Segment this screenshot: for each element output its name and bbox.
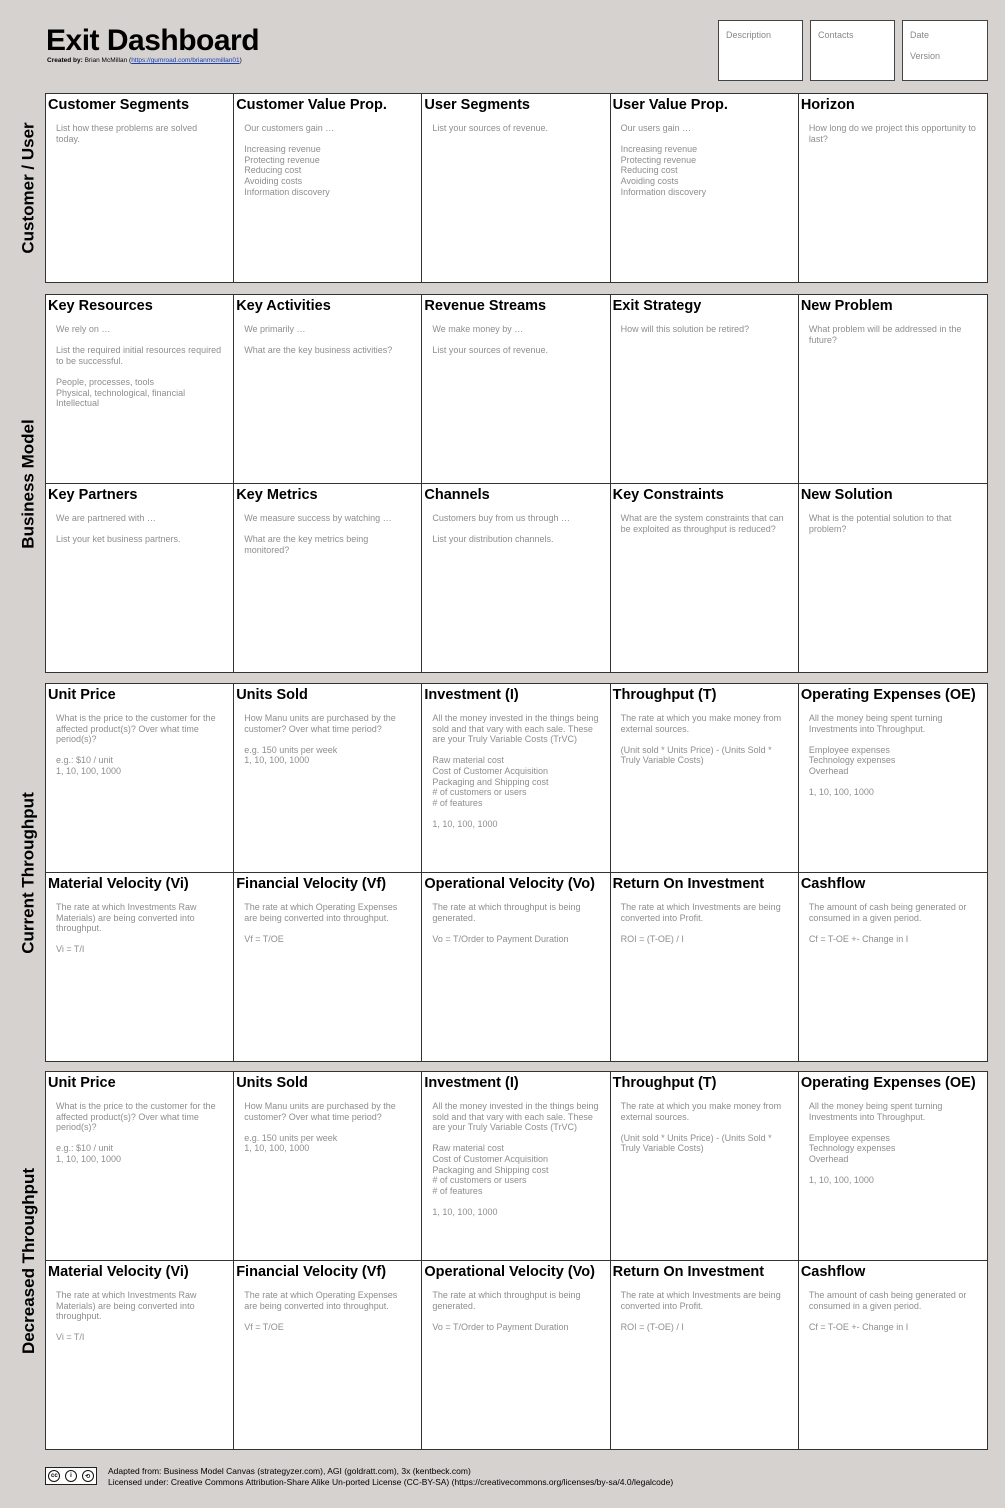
cell-exit-strategy[interactable] bbox=[611, 295, 799, 483]
cell-prompt: What are the system constraints that can be exploited as throughput is reduced? bbox=[620, 513, 784, 534]
section-label-text: Customer / User bbox=[19, 122, 39, 254]
cell-title: Cashflow bbox=[800, 1264, 866, 1280]
cell-title: Throughput (T) bbox=[612, 1075, 717, 1091]
cell-prompt: The rate at which Investments Raw Materials) are being converted into throughput. Vi = T/I bbox=[56, 1290, 197, 1343]
section-label-decreased-throughput bbox=[8, 1071, 50, 1450]
description-box[interactable] bbox=[718, 20, 803, 81]
cell-prompt: We measure success by watching … What are the key metrics being monitored? bbox=[244, 513, 392, 555]
cell-investment-i[interactable] bbox=[422, 1072, 610, 1260]
cell-title: Unit Price bbox=[48, 687, 116, 703]
cell-title: Channels bbox=[424, 487, 490, 503]
cell-units-sold[interactable] bbox=[234, 684, 422, 872]
cell-prompt: All the money invested in the things being sold and that vary with each sale. These are your Truly Variable Costs (TrVC) Raw material cost Cost of Customer Acquisition Packaging and Shipping cost # of customers or users # of features 1, 10, 100, 1000 bbox=[432, 713, 599, 829]
cell-prompt: The rate at which you make money from external sources. (Unit sold * Units Price) - (Units Sold * Truly Variable Costs) bbox=[620, 713, 782, 766]
cell-prompt: We primarily … What are the key business activities? bbox=[244, 324, 393, 356]
cell-new-problem[interactable] bbox=[799, 295, 987, 483]
cell-return-on-investment[interactable] bbox=[611, 1261, 799, 1449]
canvas-row bbox=[46, 873, 987, 1061]
cell-prompt: How will this solution be retired? bbox=[620, 324, 750, 334]
cell-prompt: List how these problems are solved today. bbox=[56, 123, 198, 144]
cell-operating-expenses-oe[interactable] bbox=[799, 684, 987, 872]
cell-title: User Value Prop. bbox=[612, 97, 728, 113]
cell-prompt: All the money being spent turning Investments into Throughput. Employee expenses Technology expenses Overhead 1, 10, 100, 1000 bbox=[808, 713, 943, 798]
cell-title: Operational Velocity (Vo) bbox=[424, 876, 595, 892]
cell-prompt: We rely on … List the required initial resources required to be successful. People, processes, tools Physical, technological, financial Intellectual bbox=[56, 324, 222, 409]
author-link[interactable]: https://gumroad.com/brianmcmillan01 bbox=[131, 57, 240, 64]
cell-units-sold[interactable] bbox=[234, 1072, 422, 1260]
cell-prompt: How Manu units are purchased by the customer? Over what time period? e.g. 150 units per week 1, 10, 100, 1000 bbox=[244, 1101, 396, 1154]
cell-financial-velocity-vf[interactable] bbox=[234, 1261, 422, 1449]
cell-prompt: What is the price to the customer for the affected product(s)? Over what time period(s)? e.g.: $10 / unit 1, 10, 100, 1000 bbox=[56, 713, 216, 776]
cell-title: Key Constraints bbox=[612, 487, 724, 503]
cell-title: User Segments bbox=[424, 97, 530, 113]
credits: Created by: Brian McMillan (https://gumroad.com/brianmcmillan01) bbox=[47, 57, 242, 64]
cell-prompt: All the money being spent turning Investments into Throughput. Employee expenses Technology expenses Overhead 1, 10, 100, 1000 bbox=[808, 1101, 943, 1186]
cell-title: Customer Value Prop. bbox=[236, 97, 387, 113]
cell-title: Key Partners bbox=[48, 487, 138, 503]
cell-prompt: List your sources of revenue. bbox=[432, 123, 548, 133]
cell-title: Key Resources bbox=[48, 298, 153, 314]
cell-investment-i[interactable] bbox=[422, 684, 610, 872]
cell-title: Operating Expenses (OE) bbox=[800, 1075, 976, 1091]
cell-title: Investment (I) bbox=[424, 1075, 519, 1091]
cell-title: Operating Expenses (OE) bbox=[800, 687, 976, 703]
cell-user-value-prop[interactable] bbox=[611, 94, 799, 282]
cell-title: Material Velocity (Vi) bbox=[48, 876, 189, 892]
cell-prompt: We make money by … List your sources of revenue. bbox=[432, 324, 548, 356]
cell-new-solution[interactable] bbox=[799, 484, 987, 672]
section-label-customer-user bbox=[8, 93, 50, 283]
canvas-row bbox=[46, 295, 987, 484]
cell-cashflow[interactable] bbox=[799, 1261, 987, 1449]
cell-key-activities[interactable] bbox=[234, 295, 422, 483]
canvas-row bbox=[46, 1261, 987, 1449]
cell-channels[interactable] bbox=[422, 484, 610, 672]
section-decreased-throughput bbox=[45, 1071, 988, 1450]
cell-title: Customer Segments bbox=[48, 97, 190, 113]
cell-prompt: What is the potential solution to that problem? bbox=[808, 513, 952, 534]
cell-title: Unit Price bbox=[48, 1075, 116, 1091]
cell-title: Key Activities bbox=[236, 298, 331, 314]
cell-revenue-streams[interactable] bbox=[422, 295, 610, 483]
cell-title: Revenue Streams bbox=[424, 298, 547, 314]
author-name: Brian McMillan bbox=[84, 57, 128, 64]
cell-prompt: The amount of cash being generated or consumed in a given period. Cf = T-OE +- Change in I bbox=[808, 902, 967, 944]
section-business-model bbox=[45, 294, 988, 673]
cell-title: New Solution bbox=[800, 487, 893, 503]
cell-throughput-t[interactable] bbox=[611, 684, 799, 872]
canvas-row bbox=[46, 94, 987, 282]
cell-cashflow[interactable] bbox=[799, 873, 987, 1061]
cell-prompt: The rate at which Investments are being converted into Profit. ROI = (T-OE) / I bbox=[620, 902, 781, 944]
cell-prompt: The rate at which Investments are being converted into Profit. ROI = (T-OE) / I bbox=[620, 1290, 781, 1332]
description-label: Description bbox=[726, 30, 772, 40]
contacts-label: Contacts bbox=[818, 30, 854, 40]
section-label-business-model bbox=[8, 294, 50, 673]
cell-prompt: Our users gain … Increasing revenue Protecting revenue Reducing cost Avoiding costs Information discovery bbox=[620, 123, 707, 197]
cell-horizon[interactable] bbox=[799, 94, 987, 282]
cell-prompt: The rate at which throughput is being generated. Vo = T/Order to Payment Duration bbox=[432, 1290, 581, 1332]
section-label-text: Current Throughput bbox=[19, 791, 38, 954]
footer-line-1: Adapted from: Business Model Canvas (strategyzer.com), AGI (goldratt.com), 3x (kentbeck.com) bbox=[108, 1466, 471, 1476]
cell-operational-velocity-vo[interactable] bbox=[422, 1261, 610, 1449]
cell-title: Cashflow bbox=[800, 876, 866, 892]
cell-title: Key Metrics bbox=[236, 487, 318, 503]
cell-title: Material Velocity (Vi) bbox=[48, 1264, 189, 1280]
section-current-throughput bbox=[45, 683, 988, 1062]
page-title: Exit Dashboard bbox=[46, 24, 260, 57]
cell-title: Investment (I) bbox=[424, 687, 519, 703]
cell-prompt: We are partnered with … List your ket business partners. bbox=[56, 513, 181, 545]
canvas-row bbox=[46, 684, 987, 873]
cell-title: Units Sold bbox=[236, 687, 308, 703]
cell-title: Horizon bbox=[800, 97, 855, 113]
cell-title: Financial Velocity (Vf) bbox=[236, 876, 387, 892]
canvas-row bbox=[46, 1072, 987, 1261]
cell-prompt: The rate at which Operating Expenses are being converted into throughput. Vf = T/OE bbox=[244, 902, 398, 944]
cc-by-sa-icon: cc i ⟲ bbox=[45, 1467, 97, 1485]
cell-material-velocity-vi[interactable] bbox=[46, 873, 234, 1061]
cell-prompt: The rate at which Investments Raw Materials) are being converted into throughput. Vi = T/I bbox=[56, 902, 197, 955]
cell-key-partners[interactable] bbox=[46, 484, 234, 672]
section-label-current-throughput bbox=[8, 683, 50, 1062]
canvas-row bbox=[46, 484, 987, 672]
cell-title: Financial Velocity (Vf) bbox=[236, 1264, 387, 1280]
cell-title: Units Sold bbox=[236, 1075, 308, 1091]
cell-operating-expenses-oe[interactable] bbox=[799, 1072, 987, 1260]
cell-title: New Problem bbox=[800, 298, 893, 314]
section-customer-user bbox=[45, 93, 988, 283]
cell-prompt: What is the price to the customer for the affected product(s)? Over what time period(s)? e.g.: $10 / unit 1, 10, 100, 1000 bbox=[56, 1101, 216, 1164]
cell-key-constraints[interactable] bbox=[611, 484, 799, 672]
cell-throughput-t[interactable] bbox=[611, 1072, 799, 1260]
footer-attribution bbox=[108, 1466, 673, 1488]
date-label: Date bbox=[910, 30, 930, 40]
cell-prompt: What problem will be addressed in the future? bbox=[808, 324, 962, 345]
cell-prompt: The amount of cash being generated or consumed in a given period. Cf = T-OE +- Change in I bbox=[808, 1290, 967, 1332]
cell-title: Return On Investment bbox=[612, 876, 765, 892]
date-version-box[interactable] bbox=[902, 20, 988, 81]
cell-customer-segments[interactable] bbox=[46, 94, 234, 282]
cell-unit-price[interactable] bbox=[46, 1072, 234, 1260]
cell-prompt: The rate at which you make money from external sources. (Unit sold * Units Price) - (Units Sold * Truly Variable Costs) bbox=[620, 1101, 782, 1154]
contacts-box[interactable] bbox=[810, 20, 895, 81]
cell-user-segments[interactable] bbox=[422, 94, 610, 282]
cell-customer-value-prop[interactable] bbox=[234, 94, 422, 282]
footer-line-2: Licensed under: Creative Commons Attribution-Share Alike Un-ported License (CC-BY-SA) (https://creativecommons.org/licenses/by-sa/4.0/legalcode) bbox=[108, 1477, 674, 1487]
cell-return-on-investment[interactable] bbox=[611, 873, 799, 1061]
cell-prompt: Customers buy from us through … List your distribution channels. bbox=[432, 513, 570, 545]
cell-operational-velocity-vo[interactable] bbox=[422, 873, 610, 1061]
cell-key-metrics[interactable] bbox=[234, 484, 422, 672]
cell-title: Exit Strategy bbox=[612, 298, 702, 314]
cell-prompt: All the money invested in the things being sold and that vary with each sale. These are your Truly Variable Costs (TrVC) Raw material cost Cost of Customer Acquisition Packaging and Shipping cost # of customers or users # of features 1, 10, 100, 1000 bbox=[432, 1101, 599, 1217]
cell-prompt: Our customers gain … Increasing revenue Protecting revenue Reducing cost Avoiding costs Information discovery bbox=[244, 123, 335, 197]
cell-financial-velocity-vf[interactable] bbox=[234, 873, 422, 1061]
cell-prompt: The rate at which Operating Expenses are being converted into throughput. Vf = T/OE bbox=[244, 1290, 398, 1332]
cell-prompt: How long do we project this opportunity to last? bbox=[808, 123, 976, 144]
cell-prompt: How Manu units are purchased by the customer? Over what time period? e.g. 150 units per week 1, 10, 100, 1000 bbox=[244, 713, 396, 766]
created-by-label: Created by: bbox=[47, 57, 83, 64]
cell-title: Throughput (T) bbox=[612, 687, 717, 703]
cell-title: Operational Velocity (Vo) bbox=[424, 1264, 595, 1280]
section-label-text: Decreased Throughput bbox=[19, 1167, 38, 1354]
cell-prompt: The rate at which throughput is being generated. Vo = T/Order to Payment Duration bbox=[432, 902, 581, 944]
cell-material-velocity-vi[interactable] bbox=[46, 1261, 234, 1449]
version-label: Version bbox=[910, 51, 941, 61]
cell-unit-price[interactable] bbox=[46, 684, 234, 872]
section-label-text: Business Model bbox=[19, 418, 39, 549]
cell-key-resources[interactable] bbox=[46, 295, 234, 483]
cell-title: Return On Investment bbox=[612, 1264, 765, 1280]
